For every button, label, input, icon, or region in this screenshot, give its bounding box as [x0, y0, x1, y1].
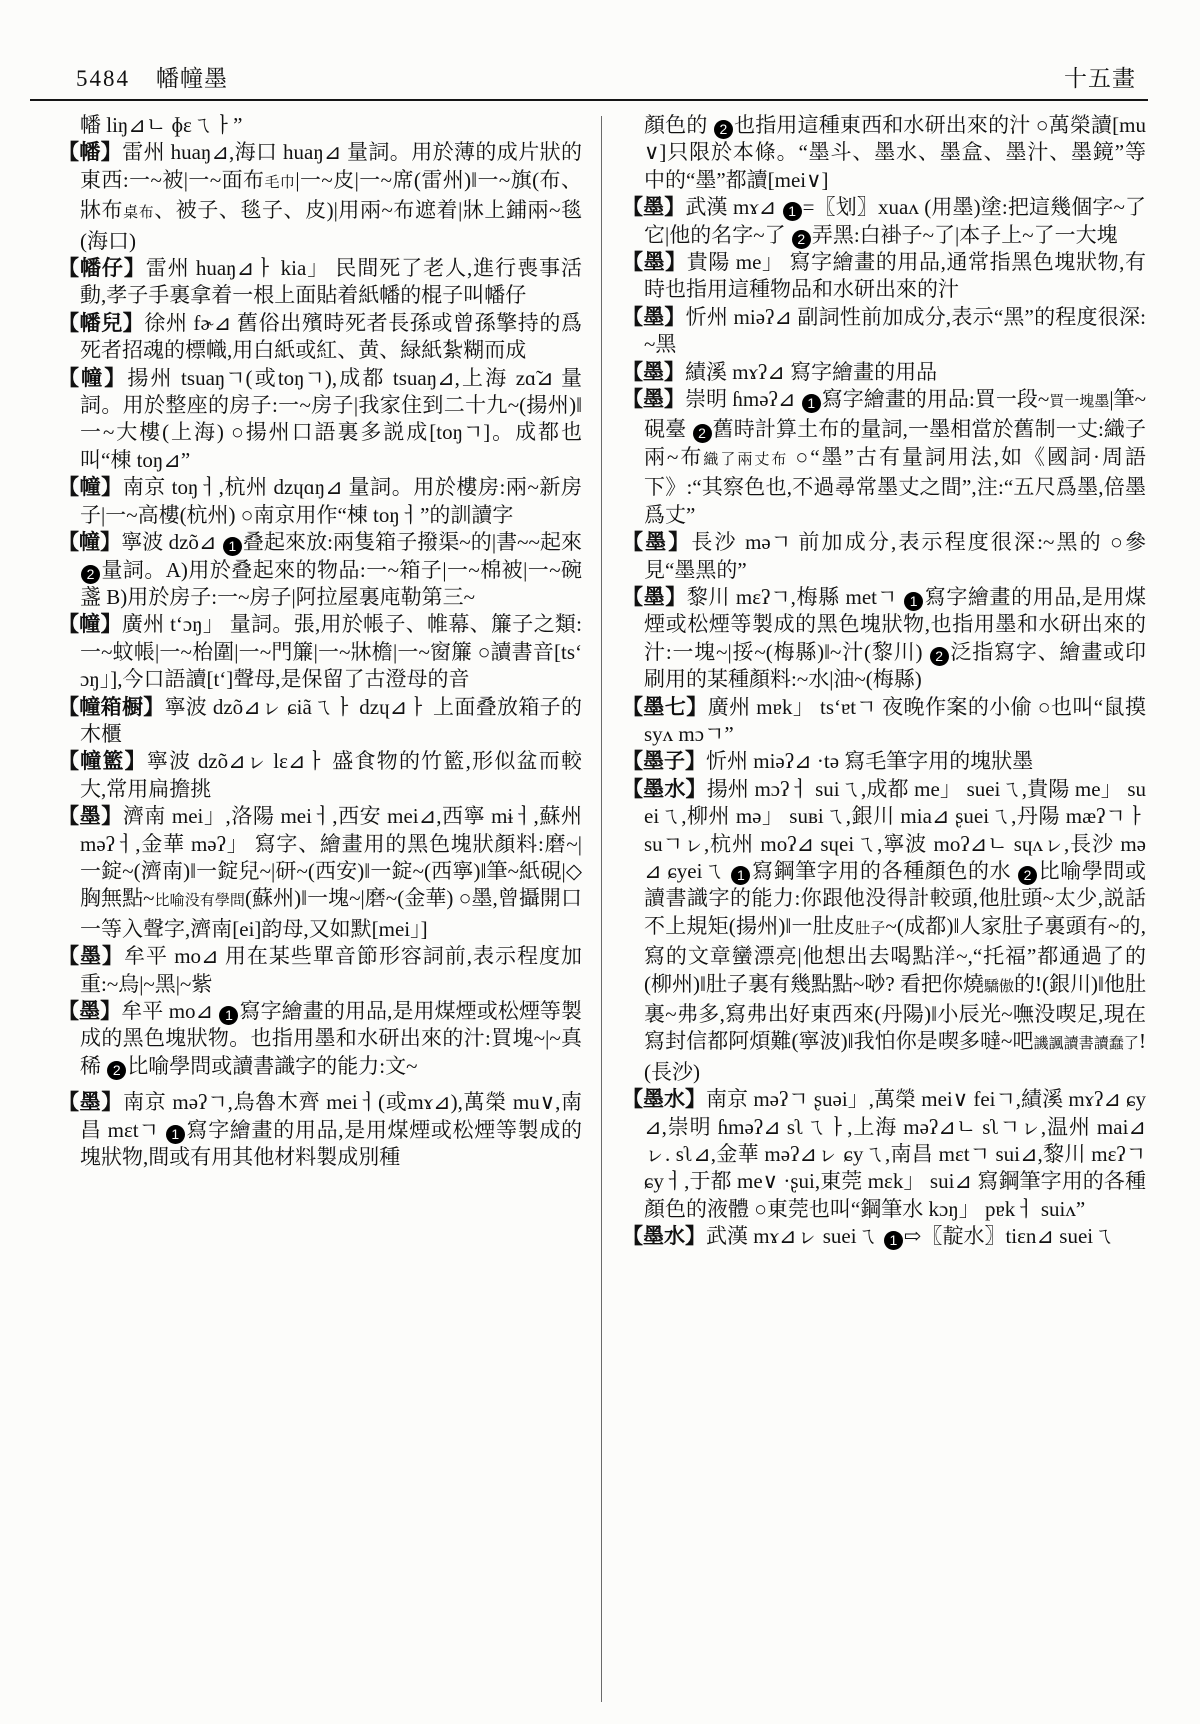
dictionary-entry: 【墨】濟南 mei」,洛陽 meiㅓ,西安 mei⊿,西寧 mɨㅓ,蘇州 məʔㅓ,金華 məʔ」 寫字、繪畫用的黑色塊狀顏料:磨~|一錠~(濟南)‖一錠兒~|研~(西安)‖一錠~(西寧)‖筆~紙硯|◇胸無點~比喻没有學問(蘇州)‖一塊~|磨~(金華) ○墨,曾攝開口一等入聲字,濟南[ei]韵母,又如默[mei」] — [58, 804, 583, 941]
dictionary-entry: 【墨】南京 məʔㄱ,烏魯木齊 meiㅓ(或mɤ⊿),萬榮 mu∨,南昌 mɛtㄱ 1 寫字繪畫的用品,是用煤煙或松煙等製成的塊狀物,間或有用其他材料製成別種 — [58, 1090, 583, 1170]
dictionary-entry: 【墨】長沙 məㄱ 前加成分,表示程度很深:~黑的 ○參見“墨黑的” — [622, 530, 1146, 582]
circled-number: 1 — [884, 1231, 903, 1250]
headword: 【墨】 — [622, 250, 687, 275]
headword: 【墨】 — [622, 530, 692, 555]
dictionary-entry: 【幢】廣州 tʻɔŋ」 量詞。張,用於帳子、帷幕、簾子之類:一~蚊帳|一~枱圍|一~門簾|一~牀檐|一~窗簾 ○讀書音[tsʻɔŋ」],今口語讀[tʻ]聲母,是保留了古澄母的音 — [58, 612, 583, 692]
header-rule — [30, 99, 1148, 101]
headword: 【幢箱橱】 — [58, 694, 165, 719]
dictionary-entry: 【墨】黎川 mɛʔㄱ,梅縣 metㄱ 1 寫字繪畫的用品,是用煤煙或松煙等製成的黑色塊狀物,也指用墨和水研出來的汁:一塊~|挼~(梅縣)‖~汁(黎川) 2 泛指寫字、繪畫或印刷用的某種顏料:~水|油~(梅縣) — [622, 584, 1147, 692]
dictionary-entry: 【墨水】武漢 mɤ⊿ㇾ sueiㄟ 1 ⇨〖靛水〗tiɛn⊿ sueiㄟ — [622, 1224, 1115, 1249]
dictionary-entry: 【墨】武漢 mɤ⊿ 1 =〖划〗xuaʌ (用墨)塗:把這幾個字~了它|他的名字~了 2 弄黑:白褂子~了|本子上~了一大塊 — [622, 195, 1146, 247]
dictionary-entry: 【墨】牟平 mo⊿ 1 寫字繪畫的用品,是用煤煙或松煙等製成的黑色塊狀物。也指用墨和水研出來的汁:買塊~|~真稀 2 比喻學問或讀書識字的能力:文~ — [58, 999, 583, 1078]
small-annotation: 買一塊墨 — [1049, 394, 1110, 411]
small-annotation: 比喻没有學問 — [154, 893, 245, 910]
dictionary-entry: 【墨水】南京 məʔㄱ ʂuəi」,萬榮 mei∨ feiㄱ,績溪 mɤʔ⊿ ɕy⊿,崇明 ɦməʔ⊿ sʅㄟㅏ,上海 məʔ⊿ㄴ sʅㄱㇾ,温州 mai⊿ㇾ. sʅ⊿,金華 məʔ⊿ㇾ ɕyㄟ,南昌 mɛtㄱ sui⊿,黎川 mɛʔㄱ ɕyㅓ,于都 me∨ ·ʂui,東莞 mɛk」 sui⊿ 寫鋼筆字用的各種顏色的液體 ○東莞也叫“鋼筆水 kɔŋ」 pɐkㅓ suiʌ” — [622, 1087, 1146, 1221]
page-header — [76, 60, 1136, 93]
entry-continuation: 幡 liŋ⊿ㄴ ɸɛㄟㅏ” — [80, 113, 243, 137]
headword: 【幢】 — [58, 475, 123, 500]
dictionary-entry: 【幢籃】寧波 dzõ⊿ㇾ lɛ⊿ㅏ 盛食物的竹籃,形似盆而較大,常用扁擔挑 — [58, 749, 583, 801]
dictionary-entry: 【幡兒】徐州 fɚ⊿ 舊俗出殯時死者長孫或曾孫擎持的爲死者招魂的標幟,用白紙或紅、黄、緑紙紮糊而成 — [58, 310, 582, 363]
dictionary-entry: 【墨】牟平 mo⊿ 用在某些單音節形容詞前,表示程度加重:~烏|~黑|~紫 — [58, 944, 582, 996]
headword: 【墨】 — [58, 1090, 124, 1115]
dictionary-entry: 【幢】南京 toŋㅓ,杭州 dzɥɑŋ⊿ 量詞。用於樓房:兩~新房子|一~高樓(杭州) ○南京用作“棟 toŋㅓ”的訓讀字 — [58, 475, 583, 527]
dictionary-entry: 【墨七】廣州 mɐk」 tsʻɐtㄱ 夜晚作案的小偷 ○也叫“鼠摸 syʌ mɔㄱ” — [622, 694, 1146, 746]
dictionary-entry: 【墨】貴陽 me」 寫字繪畫的用品,通常指黑色塊狀物,有時也指用這種物品和水研出來的汁 — [622, 250, 1147, 302]
small-annotation: 毛巾 — [264, 174, 296, 191]
headword: 【墨】 — [622, 359, 685, 384]
dictionary-entry: 【墨水】揚州 mɔʔㅓ suiㄟ,成都 me」 sueiㄟ,貴陽 me」 sueiㄟ,柳州 mə」 suʙiㄟ,銀川 mia⊿ ʂueiㄟ,丹陽 mæʔㄱㅏ suㄱㇾ,杭州 moʔ⊿ sɥeiㄟ,寧波 moʔ⊿ㄴ sɥʌㇾ,長沙 mə⊿ ɕyeiㄟ 1 寫鋼筆字用的各種顏色的水 2 比喻學問或讀書識字的能力:你跟他没得計較頭,他肚頭~太少,説話不上規矩(揚州)‖一肚皮肚子~(成都)‖人家肚子裏頭有~的,寫的文章蠻漂亮|他想出去喝點洋~,“托福”都通過了的(柳州)‖肚子裏有幾點點~唦? 看把你燒驕傲的!(銀川)‖他肚裏~弗多,寫弗出好東西來(丹陽)‖小辰光~嘸没喫足,現在寫封信都阿煩難(寧波)‖我怕你是喫多噠~吧譏諷讀書讀蠢了!(長沙) — [622, 776, 1147, 1084]
headword: 【墨水】 — [622, 776, 707, 801]
circled-number: 2 — [81, 565, 100, 584]
small-annotation: 譏諷讀書讀蠢了 — [1033, 1036, 1139, 1053]
headword: 【幡兒】 — [58, 310, 145, 335]
small-annotation: 織了兩丈布 — [703, 451, 789, 468]
dictionary-entry: 【墨】崇明 ɦməʔ⊿ 1 寫字繪畫的用品:買一段~買一塊墨|筆~硯臺 2 舊時計算土布的量詞,一墨相當於舊制一丈:織子兩~布織了兩丈布 ○“墨”古有量詞用法,如《國詞·周語下》:“其察色也,不過尋常墨丈之間”,注:“五尺爲墨,倍墨爲丈” — [622, 387, 1146, 527]
circled-number: 1 — [783, 202, 802, 221]
headword: 【墨】 — [58, 804, 123, 829]
circled-number: 1 — [904, 592, 923, 611]
page-number: 5484 — [76, 66, 130, 91]
headword: 【墨】 — [622, 304, 686, 329]
circled-number: 1 — [219, 1006, 238, 1025]
dictionary-entry: 【幢】揚州 tsuaŋㄱ(或toŋㄱ),成都 tsuaŋ⊿,上海 zɑ̃⊿ 量詞。用於整座的房子:一~房子|我家住到二十九~(揚州)‖一~大樓(上海) ○揚州口語裏多説成[toŋㄱ]。成都也叫“棟 toŋ⊿” — [58, 365, 583, 472]
dictionary-entry: 【墨子】忻州 miəʔ⊿ ·tə 寫毛筆字用的塊狀墨 — [622, 749, 1034, 774]
headword: 【墨】 — [622, 387, 686, 412]
dictionary-entry: 【墨】績溪 mɤʔ⊿ 寫字繪畫的用品 — [622, 359, 938, 384]
circled-number: 1 — [731, 866, 750, 885]
dictionary-entry: 【幢箱橱】寧波 dzõ⊿ㇾ ɕiãㄟㅏ dzɥ⊿ㅏ 上面叠放箱子的木櫃 — [58, 694, 582, 746]
headword: 【墨水】 — [622, 1224, 706, 1249]
headword: 【墨】 — [58, 999, 122, 1023]
headword: 【墨】 — [58, 944, 124, 969]
small-annotation: 肚子 — [855, 920, 886, 937]
circled-number: 2 — [930, 647, 949, 666]
headword: 【幡仔】 — [58, 256, 146, 281]
left-column — [58, 112, 582, 1251]
headword: 【墨七】 — [622, 694, 708, 719]
page-title: 幡幢墨 — [156, 66, 228, 91]
text-columns — [58, 112, 1146, 1251]
header-left — [76, 60, 228, 93]
stroke-section-label: 十五畫 — [1064, 66, 1136, 91]
headword: 【幡】 — [58, 140, 123, 165]
entry-continuation: 顏色的 2 也指用這種東西和水研出來的汁 ○萬榮讀[mu∨]只限於本條。“墨斗、墨水、墨盒、墨汁、墨鏡”等中的“墨”都讀[mei∨] — [644, 113, 1147, 192]
headword: 【墨】 — [622, 584, 687, 609]
circled-number: 1 — [802, 394, 821, 413]
circled-number: 1 — [166, 1125, 185, 1144]
circled-number: 2 — [693, 424, 712, 443]
small-annotation: 桌布 — [123, 205, 155, 222]
small-annotation: 驕傲 — [984, 978, 1015, 995]
dictionary-entry: 【幡仔】雷州 huaŋ⊿ㅏ kia」 民間死了老人,進行喪事活動,孝子手裏拿着一根上面貼着紙幡的棍子叫幡仔 — [58, 256, 583, 308]
headword: 【墨水】 — [622, 1087, 707, 1112]
headword: 【墨】 — [622, 195, 686, 220]
circled-number: 1 — [223, 537, 242, 556]
circled-number: 2 — [714, 120, 733, 139]
headword: 【幢】 — [58, 530, 122, 555]
headword: 【幢】 — [58, 365, 128, 390]
circled-number: 2 — [1018, 866, 1037, 885]
circled-number: 2 — [107, 1061, 126, 1080]
dictionary-entry: 【墨】忻州 miəʔ⊿ 副詞性前加成分,表示“黑”的程度很深:~黑 — [622, 304, 1147, 357]
circled-number: 2 — [792, 230, 811, 249]
right-column — [622, 112, 1146, 1251]
dictionary-entry: 【幢】寧波 dzõ⊿ 1 叠起來放:兩隻箱子撥渠~的|書~~起來 2 量詞。A)用於叠起來的物品:一~箱子|一~棉被|一~碗盞 B)用於房子:一~房子|阿拉屋裏庉勒第三~ — [58, 530, 583, 609]
dictionary-entry: 【幡】雷州 huaŋ⊿,海口 huaŋ⊿ 量詞。用於薄的成片狀的東西:一~被|一~面布毛巾|一~皮|一~席(雷州)‖一~旗(布、牀布桌布、被子、毯子、皮)|用兩~布遮着|牀上鋪兩~毯(海口) — [58, 140, 583, 253]
headword: 【幢】 — [58, 612, 122, 637]
headword: 【幢籃】 — [58, 749, 147, 774]
headword: 【墨子】 — [622, 749, 706, 774]
